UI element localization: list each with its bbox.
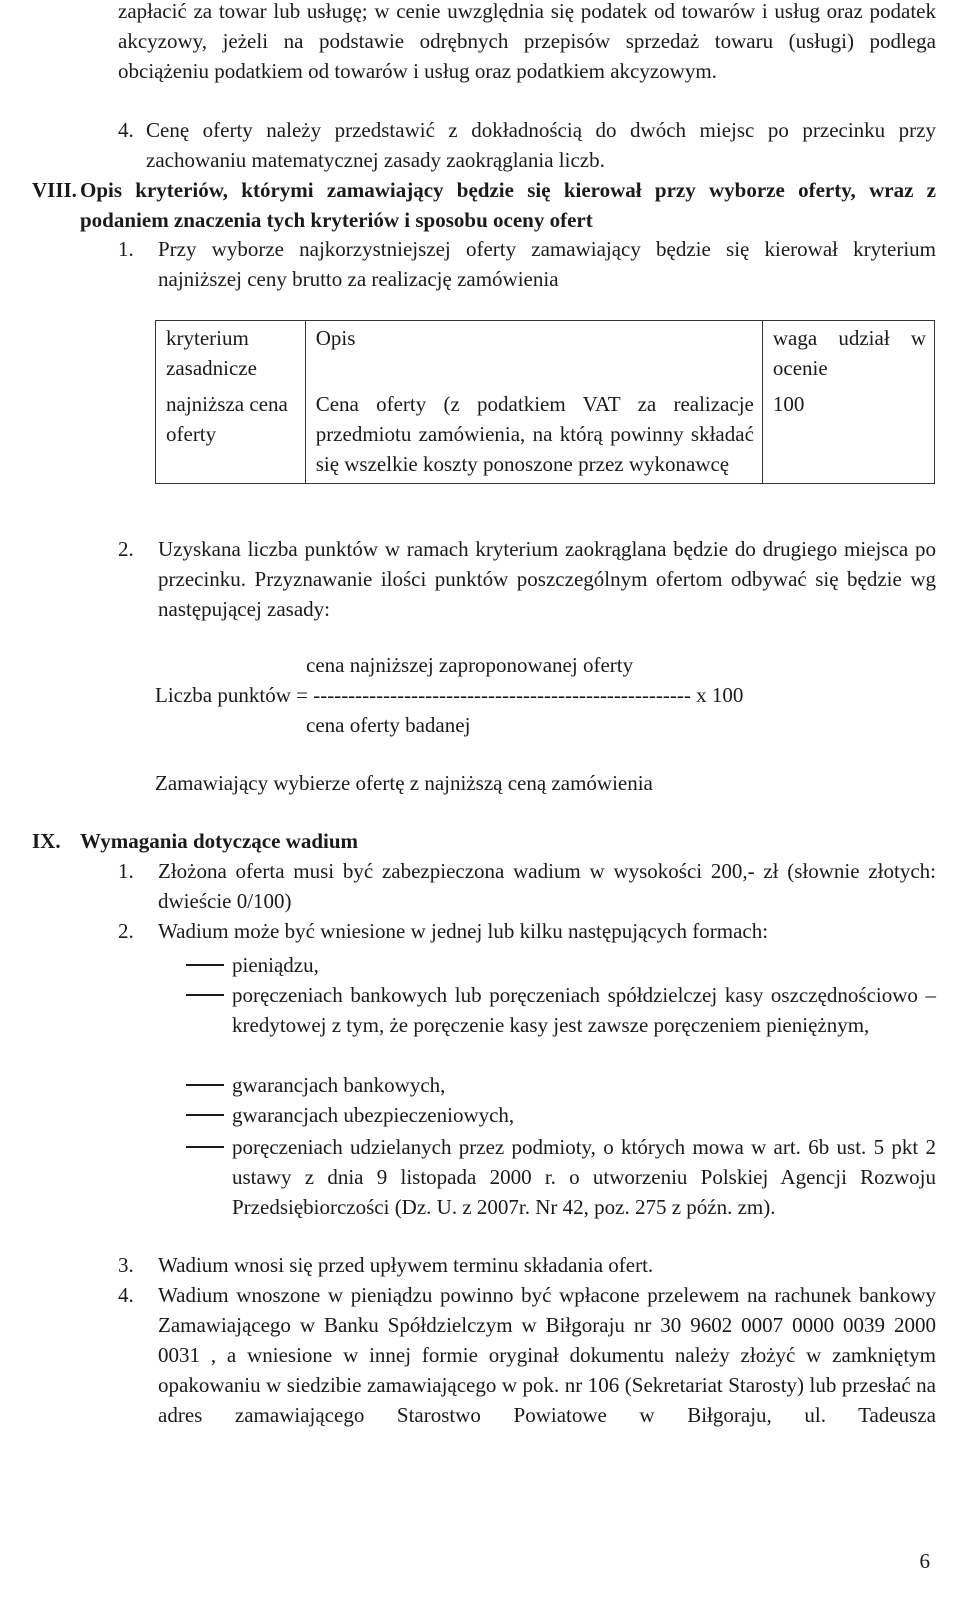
table-header-criterion: kryterium zasadnicze — [156, 321, 306, 388]
dash-bullet — [186, 994, 224, 996]
table-header-description: Opis — [305, 321, 762, 388]
formula-label: Liczba punktów = — [155, 683, 314, 707]
formula-numerator: cena najniższej zaproponowanej oferty — [306, 653, 634, 677]
dash-bullet — [186, 1114, 224, 1116]
criteria-table — [155, 320, 935, 484]
table-header-weight: waga udział w ocenie — [762, 321, 934, 388]
formula-dashes: ------------------------------------------------------ — [313, 683, 691, 707]
dash-bullet — [186, 964, 224, 966]
section-heading: Opis kryteriów, którymi zamawiający będzie się kierował przy wyborze oferty, wraz z podaniem znaczenia tych kryteriów i sposobu oceny ofert — [80, 178, 936, 232]
deposit-payment-text: Wadium wnoszone w pieniądzu powinno być wpłacone przelewem na rachunek bankowy Zamawiającego w Banku Spółdzielczym w Biłgoraju nr 30 9602 0007 0000 0039 2000 0031 , a wniesione w innej formie oryginał dokumentu należy złożyć w zamkniętym opakowaniu w siedzibie zamawiającego w pok. nr 106 (Sekretariat Starosty) lub przesłać na adres zamawiającego Starostwo Powiatowe w Biłgoraju, ul. Tadeusza — [158, 1283, 936, 1427]
deposit-forms-text: Wadium może być wniesione w jednej lub kilku następujących formach: — [158, 919, 769, 943]
deposit-amount-text: Złożona oferta musi być zabezpieczona wadium w wysokości 200,- zł (słownie złotych: dwieście 0/100) — [158, 859, 936, 913]
form-item: gwarancjach bankowych, — [232, 1073, 446, 1097]
list-number: 1. — [118, 237, 134, 261]
dash-bullet — [186, 1146, 224, 1148]
section-number: IX. — [32, 829, 61, 853]
page-number: 6 — [919, 1549, 930, 1573]
form-item: pieniądzu, — [232, 953, 319, 977]
section-heading: Wymagania dotyczące wadium — [80, 829, 359, 853]
formula-denominator: cena oferty badanej — [306, 713, 471, 737]
criteria-intro — [158, 234, 936, 294]
dash-bullet — [186, 1084, 224, 1086]
intro-paragraph: zapłacić za towar lub usługę; w cenie uwzględnia się podatek od towarów i usług oraz podatek akcyzowy, jeżeli na podstawie odrębnych przepisów sprzedaż towaru (usługi) podlega obciążeniu podatkiem od towarów i usług oraz podatkiem akcyzowym. — [118, 0, 936, 83]
list-number: 4. — [118, 1283, 134, 1307]
form-item: poręczeniach udzielanych przez podmioty, o których mowa w art. 6b ust. 5 pkt 2 ustawy z dnia 9 listopada 2000 r. o utworzeniu Polskiej Agencji Rozwoju Przedsiębiorczości (Dz. U. z 2007r. Nr 42, poz. 275 z późn. zm). — [232, 1135, 936, 1219]
form-item: gwarancjach ubezpieczeniowych, — [232, 1103, 515, 1127]
list-number: 3. — [118, 1253, 134, 1277]
form-item: poręczeniach bankowych lub poręczeniach spółdzielczej kasy oszczędnościowo – kredytowej z tym, że poręczenie kasy jest zawsze poręczeniem pieniężnym, — [232, 983, 936, 1037]
table-cell-weight: 100 — [762, 387, 934, 484]
criteria-intro-text: Przy wyborze najkorzystniejszej oferty zamawiający będzie się kierował kryterium najniższej ceny brutto za realizację zamówienia — [158, 237, 936, 291]
list-number: 4. — [118, 118, 134, 142]
formula-line — [155, 680, 743, 710]
list-number: 1. — [118, 859, 134, 883]
section-number: VIII. — [32, 178, 77, 202]
table-cell-criterion: najniższa cena oferty — [156, 387, 306, 484]
deposit-deadline-text: Wadium wnosi się przed upływem terminu składania ofert. — [158, 1253, 654, 1277]
points-rule-text: Uzyskana liczba punktów w ramach kryterium zaokrąglana będzie do drugiego miejsca po przecinku. Przyznawanie ilości punktów poszczególnym ofertom odbywać się będzie wg następującej zasady: — [158, 537, 936, 621]
table-cell-description: Cena oferty (z podatkiem VAT za realizacje przedmiotu zamówienia, na którą powinny składać się wszelkie koszty ponoszone przez wykonawcę — [305, 387, 762, 484]
item4-text: Cenę oferty należy przedstawić z dokładnością do dwóch miejsc po przecinku przy zachowaniu matematycznej zasady zaokrąglania liczb. — [146, 118, 936, 172]
formula-multiplier: x 100 — [690, 683, 744, 707]
list-number: 2. — [118, 919, 134, 943]
selection-statement: Zamawiający wybierze ofertę z najniższą ceną zamówienia — [155, 771, 653, 795]
list-number: 2. — [118, 537, 134, 561]
